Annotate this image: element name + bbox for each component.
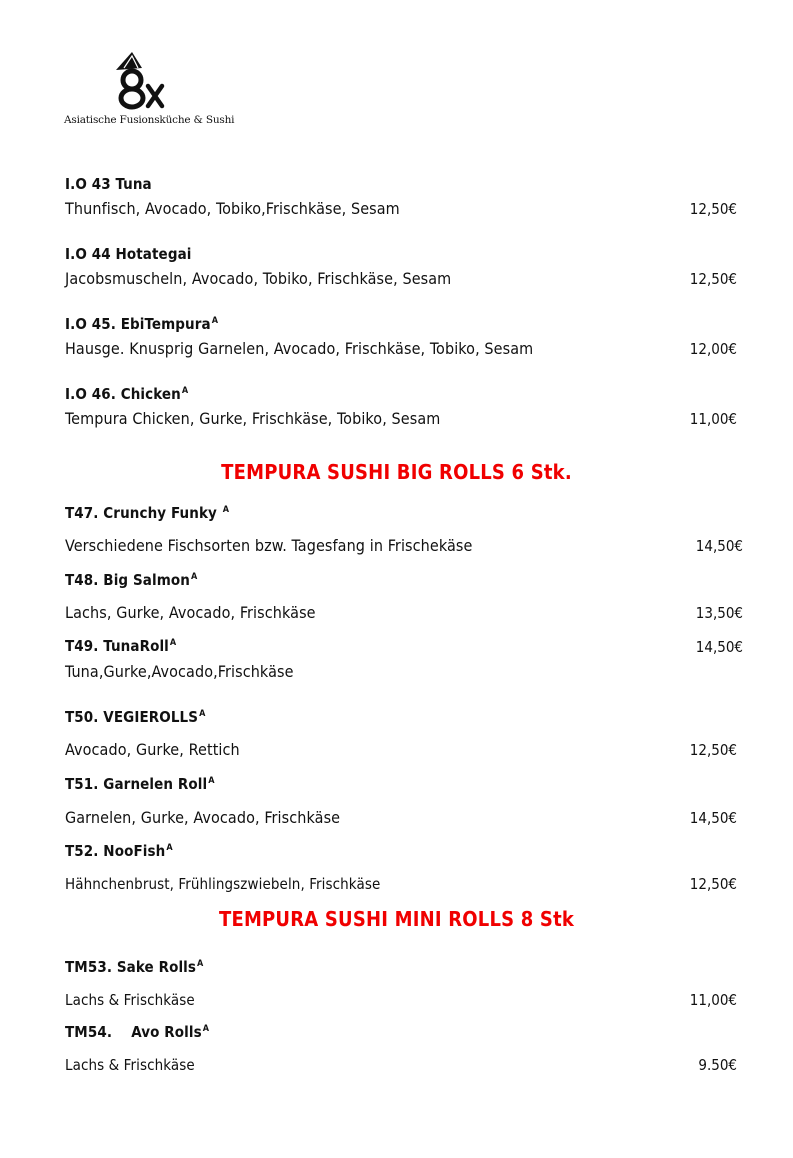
menu-item-description: Jacobsmuscheln, Avocado, Tobiko, Frischkäse, Sesam <box>65 269 452 288</box>
menu-item-price: 11,00€ <box>689 991 737 1009</box>
menu-item-name: T52. NooFish$^A$ <box>65 842 173 860</box>
menu-item-price: 13,50€ <box>695 604 743 622</box>
menu-item-name: T49. TunaRoll$^A$ <box>65 637 177 655</box>
menu-item-price: 11,00€ <box>689 410 737 428</box>
menu-item-name: T51. Garnelen Roll$^A$ <box>65 775 215 793</box>
menu-item-price: 12,00€ <box>689 340 737 358</box>
menu-item-price: 14,50€ <box>695 638 743 656</box>
menu-item-description: Thunfisch, Avocado, Tobiko,Frischkäse, Sesam <box>65 199 400 218</box>
menu-item-description: Lachs & Frischkäse <box>65 991 195 1009</box>
logo-tagline: Asiatische Fusionsküche & Sushi <box>64 114 235 126</box>
menu-item-description: Lachs & Frischkäse <box>65 1056 195 1074</box>
menu-item-name: TM53. Sake Rolls$^A$ <box>65 958 204 976</box>
menu-item-name: I.O 43 Tuna <box>65 175 152 193</box>
menu-item-name: T48. Big Salmon$^A$ <box>65 571 198 589</box>
logo-mark-icon <box>112 48 182 112</box>
menu-item-name: I.O 45. EbiTempura$^A$ <box>65 315 219 333</box>
menu-item-name: I.O 46. Chicken$^A$ <box>65 385 189 403</box>
menu-item-description: Garnelen, Gurke, Avocado, Frischkäse <box>65 808 341 827</box>
restaurant-logo <box>62 48 235 130</box>
section-heading-mini-rolls: TEMPURA SUSHI MINI ROLLS 8 Stk <box>218 907 575 931</box>
menu-item-name: T47. Crunchy Funky $^A$ <box>65 504 230 522</box>
menu-item-name: T50. $VEGIEROLLS^A$ <box>65 708 206 726</box>
menu-item-description: Hähnchenbrust, Frühlingszwiebeln, Frischkäse <box>65 875 381 893</box>
section-heading-big-rolls: TEMPURA SUSHI BIG ROLLS 6 Stk. <box>221 460 572 484</box>
menu-item-description: Tempura Chicken, Gurke, Frischkäse, Tobiko, Sesam <box>65 409 441 428</box>
menu-item-price: 14,50€ <box>695 537 743 555</box>
menu-item-price: 9.50€ <box>698 1056 737 1074</box>
menu-item-price: 12,50€ <box>689 200 737 218</box>
menu-item-price: 12,50€ <box>689 875 737 893</box>
menu-item-description: Avocado, Gurke, Rettich <box>65 740 240 759</box>
menu-item-price: 12,50€ <box>689 741 737 759</box>
menu-item-description: Lachs, Gurke, Avocado, Frischkäse <box>65 603 316 622</box>
menu-item-description: Verschiedene Fischsorten bzw. Tagesfang in Frischekäse <box>65 536 473 555</box>
menu-item-description: Hausge. Knusprig Garnelen, Avocado, Frischkäse, Tobiko, Sesam <box>65 339 534 358</box>
menu-item-name: I.O 44 Hotategai <box>65 245 192 263</box>
menu-item-price: 12,50€ <box>689 270 737 288</box>
menu-item-name: TM54. Avo Rolls$^A$ <box>65 1023 210 1041</box>
menu-item-description: Tuna,Gurke,Avocado,Frischkäse <box>65 662 294 681</box>
menu-item-price: 14,50€ <box>689 809 737 827</box>
